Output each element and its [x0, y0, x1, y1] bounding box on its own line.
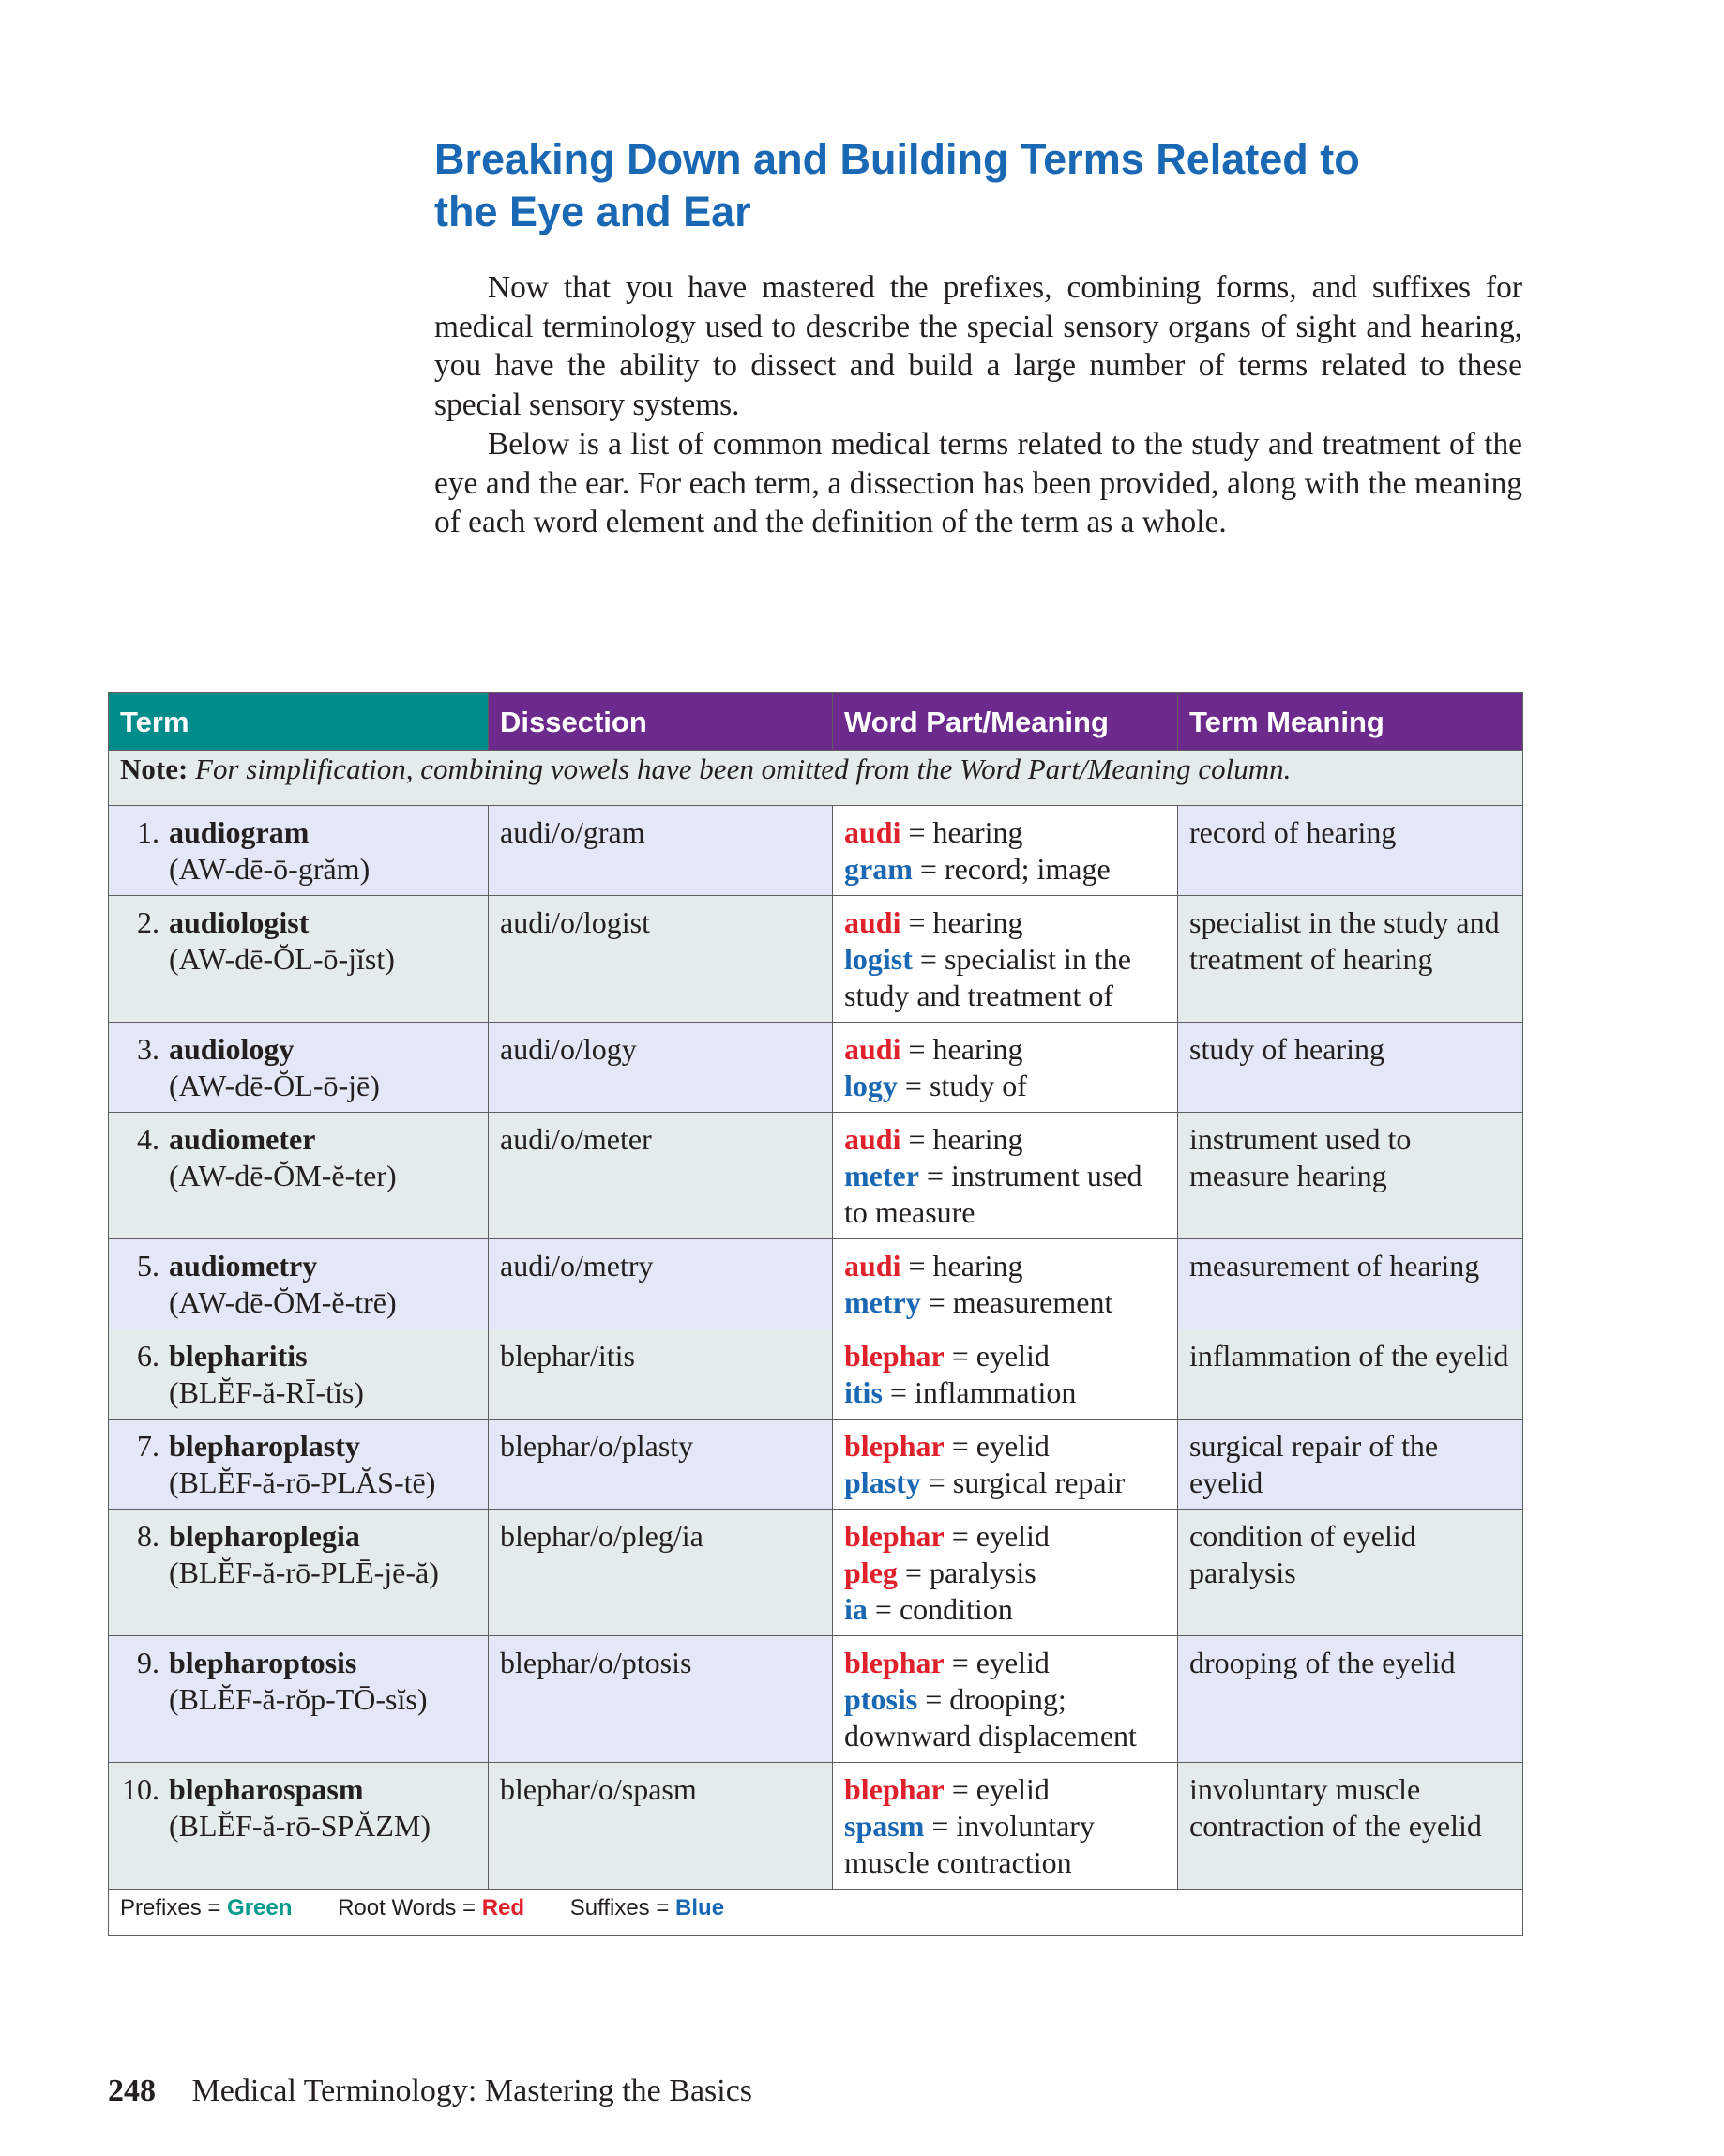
word-part-meaning: = hearing [900, 905, 1023, 939]
term-number: 8. [137, 1519, 159, 1553]
word-part-meaning: = record; image [912, 852, 1111, 886]
word-part-line [844, 1555, 1166, 1591]
dissection-cell: audi/o/gram [489, 806, 833, 896]
term-cell [109, 1420, 489, 1510]
legend-suffixes [570, 1895, 724, 1921]
term-cell [109, 1023, 489, 1113]
word-part-line [844, 1465, 1166, 1501]
term-pronunciation: (AW-dē-ŎL-ō-jĭst) [169, 942, 395, 976]
word-part-line [844, 1808, 1166, 1881]
word-part-line [844, 1338, 1166, 1374]
term-pronunciation: (AW-dē-ŎM-ĕ-ter) [169, 1159, 397, 1192]
word-part-line [844, 1068, 1166, 1104]
table-row [109, 1023, 1523, 1113]
word-part: blephar [844, 1429, 945, 1463]
word-part-line [844, 1518, 1166, 1555]
term-pronunciation: (AW-dē-ŎL-ō-jē) [169, 1069, 380, 1102]
term-number: 6. [137, 1339, 159, 1373]
table-header-row [109, 693, 1523, 751]
dissection-cell: blephar/o/ptosis [489, 1636, 833, 1763]
term-wrap [120, 1645, 476, 1718]
term-name: audiometry [169, 1249, 318, 1283]
dissection-cell: audi/o/logy [489, 1023, 833, 1113]
word-part-meaning: = inflammation [882, 1375, 1077, 1409]
term-pronunciation: (AW-dē-ŎM-ĕ-trē) [169, 1285, 397, 1319]
term-pronunciation: (BLĔF-ă-rō-PLĂS-tē) [169, 1465, 436, 1499]
word-part-cell [833, 896, 1178, 1023]
header-word-part-meaning: Word Part/Meaning [833, 693, 1178, 751]
word-part-meaning: = surgical repair [920, 1465, 1126, 1499]
word-part: audi [844, 1032, 901, 1066]
term-name: audiometer [169, 1122, 316, 1156]
word-part-line [844, 1428, 1166, 1465]
word-part: audi [844, 1122, 901, 1156]
word-part-line [844, 814, 1166, 851]
term-number: 1. [137, 815, 159, 849]
term-name: blepharoptosis [169, 1646, 357, 1679]
legend-roots [338, 1895, 524, 1921]
term-body [169, 904, 395, 978]
term-name: blepharoplasty [169, 1429, 360, 1463]
word-part-line [844, 1645, 1166, 1681]
page-footer [108, 2073, 752, 2109]
header-dissection: Dissection [489, 693, 833, 751]
word-part: plasty [844, 1465, 921, 1499]
word-part: itis [844, 1375, 883, 1409]
legend-suffixes-label: Suffixes = [569, 1895, 676, 1921]
word-part: meter [844, 1159, 919, 1192]
word-part: blephar [844, 1339, 945, 1373]
term-pronunciation: (BLĔF-ă-rō-SPĂZM) [169, 1809, 431, 1843]
term-number: 7. [137, 1429, 159, 1463]
term-body [169, 1248, 397, 1321]
dissection-cell: blephar/o/spasm [489, 1763, 833, 1890]
color-legend [109, 1890, 1523, 1936]
word-part: ptosis [844, 1682, 918, 1716]
title-line-1: Breaking Down and Building Terms Related to [434, 135, 1360, 183]
term-cell [109, 1329, 489, 1420]
term-meaning-cell: involuntary muscle contraction of the eyelid [1178, 1763, 1523, 1890]
word-part-meaning: = paralysis [897, 1556, 1036, 1589]
note-text: For simplification, combining vowels have been omitted from the Word Part/Meaning column. [195, 752, 1292, 785]
table-row [109, 1636, 1523, 1763]
table-row [109, 896, 1523, 1023]
word-part: pleg [844, 1556, 898, 1589]
word-part-meaning: = eyelid [944, 1429, 1050, 1463]
word-part-line [844, 1031, 1166, 1068]
dissection-cell: audi/o/logist [489, 896, 833, 1023]
term-wrap [120, 1338, 476, 1411]
dissection-cell: blephar/itis [489, 1329, 833, 1420]
table-row [109, 806, 1523, 896]
word-part: logy [844, 1069, 898, 1102]
word-part-line [844, 1374, 1166, 1411]
table-row [109, 1510, 1523, 1636]
term-wrap [120, 1518, 476, 1591]
legend-prefixes-value: Green [227, 1895, 293, 1921]
term-wrap [120, 1428, 476, 1501]
term-name: blepharoplegia [169, 1519, 360, 1553]
term-number: 9. [137, 1646, 159, 1679]
table-row [109, 1329, 1523, 1420]
term-name: audiologist [169, 905, 310, 939]
term-cell [109, 1763, 489, 1890]
word-part-cell [833, 1420, 1178, 1510]
term-wrap [120, 1031, 476, 1104]
term-number: 10. [122, 1772, 159, 1806]
term-wrap [120, 1248, 476, 1321]
legend-roots-label: Root Words = [338, 1895, 482, 1921]
word-part: logist [844, 942, 913, 976]
legend-roots-value: Red [481, 1895, 525, 1921]
word-part-line [844, 1121, 1166, 1158]
word-part-line [844, 1158, 1166, 1231]
page-title [434, 133, 1522, 238]
word-part-line [844, 1771, 1166, 1808]
term-meaning-cell: measurement of hearing [1178, 1239, 1523, 1329]
word-part-line [844, 904, 1166, 941]
term-number: 2. [137, 905, 159, 939]
term-wrap [120, 1121, 476, 1194]
word-part-line [844, 1284, 1166, 1321]
word-part-cell [833, 1636, 1178, 1763]
table-row [109, 1420, 1523, 1510]
legend-row [109, 1890, 1523, 1936]
word-part-meaning: = eyelid [944, 1646, 1050, 1679]
word-part: audi [844, 1249, 901, 1283]
term-pronunciation: (AW-dē-ō-grăm) [169, 852, 371, 886]
intro-paragraph-2: Below is a list of common medical terms related to the study and treatment of the eye and the ear. For each term, a dissection has been provided, along with the meaning of each word element and the definition of the term as a whole. [434, 426, 1522, 540]
term-number: 3. [137, 1032, 159, 1066]
term-body [169, 1518, 439, 1591]
term-number: 5. [137, 1249, 159, 1283]
word-part-line [844, 941, 1166, 1014]
word-part-cell [833, 806, 1178, 896]
term-name: audiogram [169, 815, 310, 849]
term-pronunciation: (BLĔF-ă-rō-PLĒ-jē-ă) [169, 1556, 439, 1589]
word-part-cell [833, 1113, 1178, 1239]
note-label: Note: [120, 752, 189, 785]
word-part-meaning: = drooping; downward displacement [844, 1682, 1137, 1753]
term-body [169, 814, 370, 888]
term-pronunciation: (BLĔF-ă-rŏp-TŌ-sĭs) [169, 1682, 428, 1716]
term-body [169, 1338, 364, 1411]
term-meaning-cell: specialist in the study and treatment of hearing [1178, 896, 1523, 1023]
header-term-meaning: Term Meaning [1178, 693, 1523, 751]
word-part-meaning: = condition [867, 1592, 1013, 1626]
term-name: blepharospasm [169, 1772, 364, 1806]
word-part: spasm [844, 1809, 925, 1843]
word-part: audi [844, 815, 901, 849]
intro-text [434, 268, 1522, 542]
word-part-cell [833, 1510, 1178, 1636]
dissection-cell: audi/o/meter [489, 1113, 833, 1239]
table-row [109, 1763, 1523, 1890]
term-cell [109, 896, 489, 1023]
word-part: audi [844, 905, 901, 939]
word-part-cell [833, 1239, 1178, 1329]
dissection-cell: blephar/o/plasty [489, 1420, 833, 1510]
note-cell [109, 751, 1523, 806]
term-wrap [120, 1771, 476, 1845]
page-number: 248 [108, 2073, 156, 2108]
word-part: gram [844, 852, 913, 886]
word-part-meaning: = eyelid [944, 1772, 1050, 1806]
word-part: ia [844, 1592, 868, 1626]
term-body [169, 1121, 397, 1194]
word-part-cell [833, 1023, 1178, 1113]
term-body [169, 1645, 427, 1718]
dissection-cell: blephar/o/pleg/ia [489, 1510, 833, 1636]
intro-paragraph-1: Now that you have mastered the prefixes, combining forms, and suffixes for medical terminology used to describe the special sensory organs of sight and hearing, you have the ability to dissect and build a large number of terms related to these special sensory systems. [434, 270, 1522, 423]
dissection-cell: audi/o/metry [489, 1239, 833, 1329]
word-part-meaning: = involuntary muscle contraction [844, 1809, 1095, 1879]
word-part: blephar [844, 1772, 945, 1806]
word-part-line [844, 851, 1166, 888]
word-part-line [844, 1681, 1166, 1754]
term-body [169, 1771, 431, 1845]
word-part-meaning: = specialist in the study and treatment of [844, 942, 1131, 1012]
book-title: Medical Terminology: Mastering the Basics [191, 2073, 753, 2108]
word-part-cell [833, 1329, 1178, 1420]
title-line-2: the Eye and Ear [434, 188, 751, 235]
word-part: blephar [844, 1646, 945, 1679]
term-meaning-cell: condition of eyelid paralysis [1178, 1510, 1523, 1636]
term-cell [109, 1113, 489, 1239]
note-row [109, 751, 1523, 806]
term-cell [109, 1636, 489, 1763]
word-part-line [844, 1591, 1166, 1628]
legend-prefixes [120, 1895, 292, 1921]
terms-table [108, 692, 1523, 1936]
term-wrap [120, 904, 476, 978]
word-part-meaning: = eyelid [944, 1339, 1050, 1373]
word-part: metry [844, 1285, 921, 1319]
term-meaning-cell: surgical repair of the eyelid [1178, 1420, 1523, 1510]
term-number: 4. [137, 1122, 159, 1156]
word-part-meaning: = eyelid [944, 1519, 1050, 1553]
term-cell [109, 806, 489, 896]
word-part-cell [833, 1763, 1178, 1890]
term-body [169, 1031, 380, 1104]
word-part-meaning: = hearing [900, 1122, 1023, 1156]
term-cell [109, 1510, 489, 1636]
term-meaning-cell: drooping of the eyelid [1178, 1636, 1523, 1763]
word-part-meaning: = instrument used to measure [844, 1159, 1142, 1229]
legend-suffixes-value: Blue [675, 1895, 725, 1921]
word-part: blephar [844, 1519, 945, 1553]
term-body [169, 1428, 435, 1501]
term-pronunciation: (BLĔF-ă-RĪ-tĭs) [169, 1375, 364, 1409]
term-name: audiology [169, 1032, 295, 1066]
term-meaning-cell: record of hearing [1178, 806, 1523, 896]
word-part-meaning: = measurement [920, 1285, 1113, 1319]
word-part-meaning: = hearing [900, 1032, 1023, 1066]
word-part-meaning: = hearing [900, 1249, 1023, 1283]
term-meaning-cell: instrument used to measure hearing [1178, 1113, 1523, 1239]
table-row [109, 1239, 1523, 1329]
table-row [109, 1113, 1523, 1239]
word-part-line [844, 1248, 1166, 1284]
term-meaning-cell: study of hearing [1178, 1023, 1523, 1113]
word-part-meaning: = study of [897, 1069, 1027, 1102]
word-part-meaning: = hearing [900, 815, 1023, 849]
term-cell [109, 1239, 489, 1329]
term-name: blepharitis [169, 1339, 308, 1373]
legend-prefixes-label: Prefixes = [120, 1895, 228, 1921]
term-wrap [120, 814, 476, 888]
term-meaning-cell: inflammation of the eyelid [1178, 1329, 1523, 1420]
header-term: Term [109, 693, 489, 751]
